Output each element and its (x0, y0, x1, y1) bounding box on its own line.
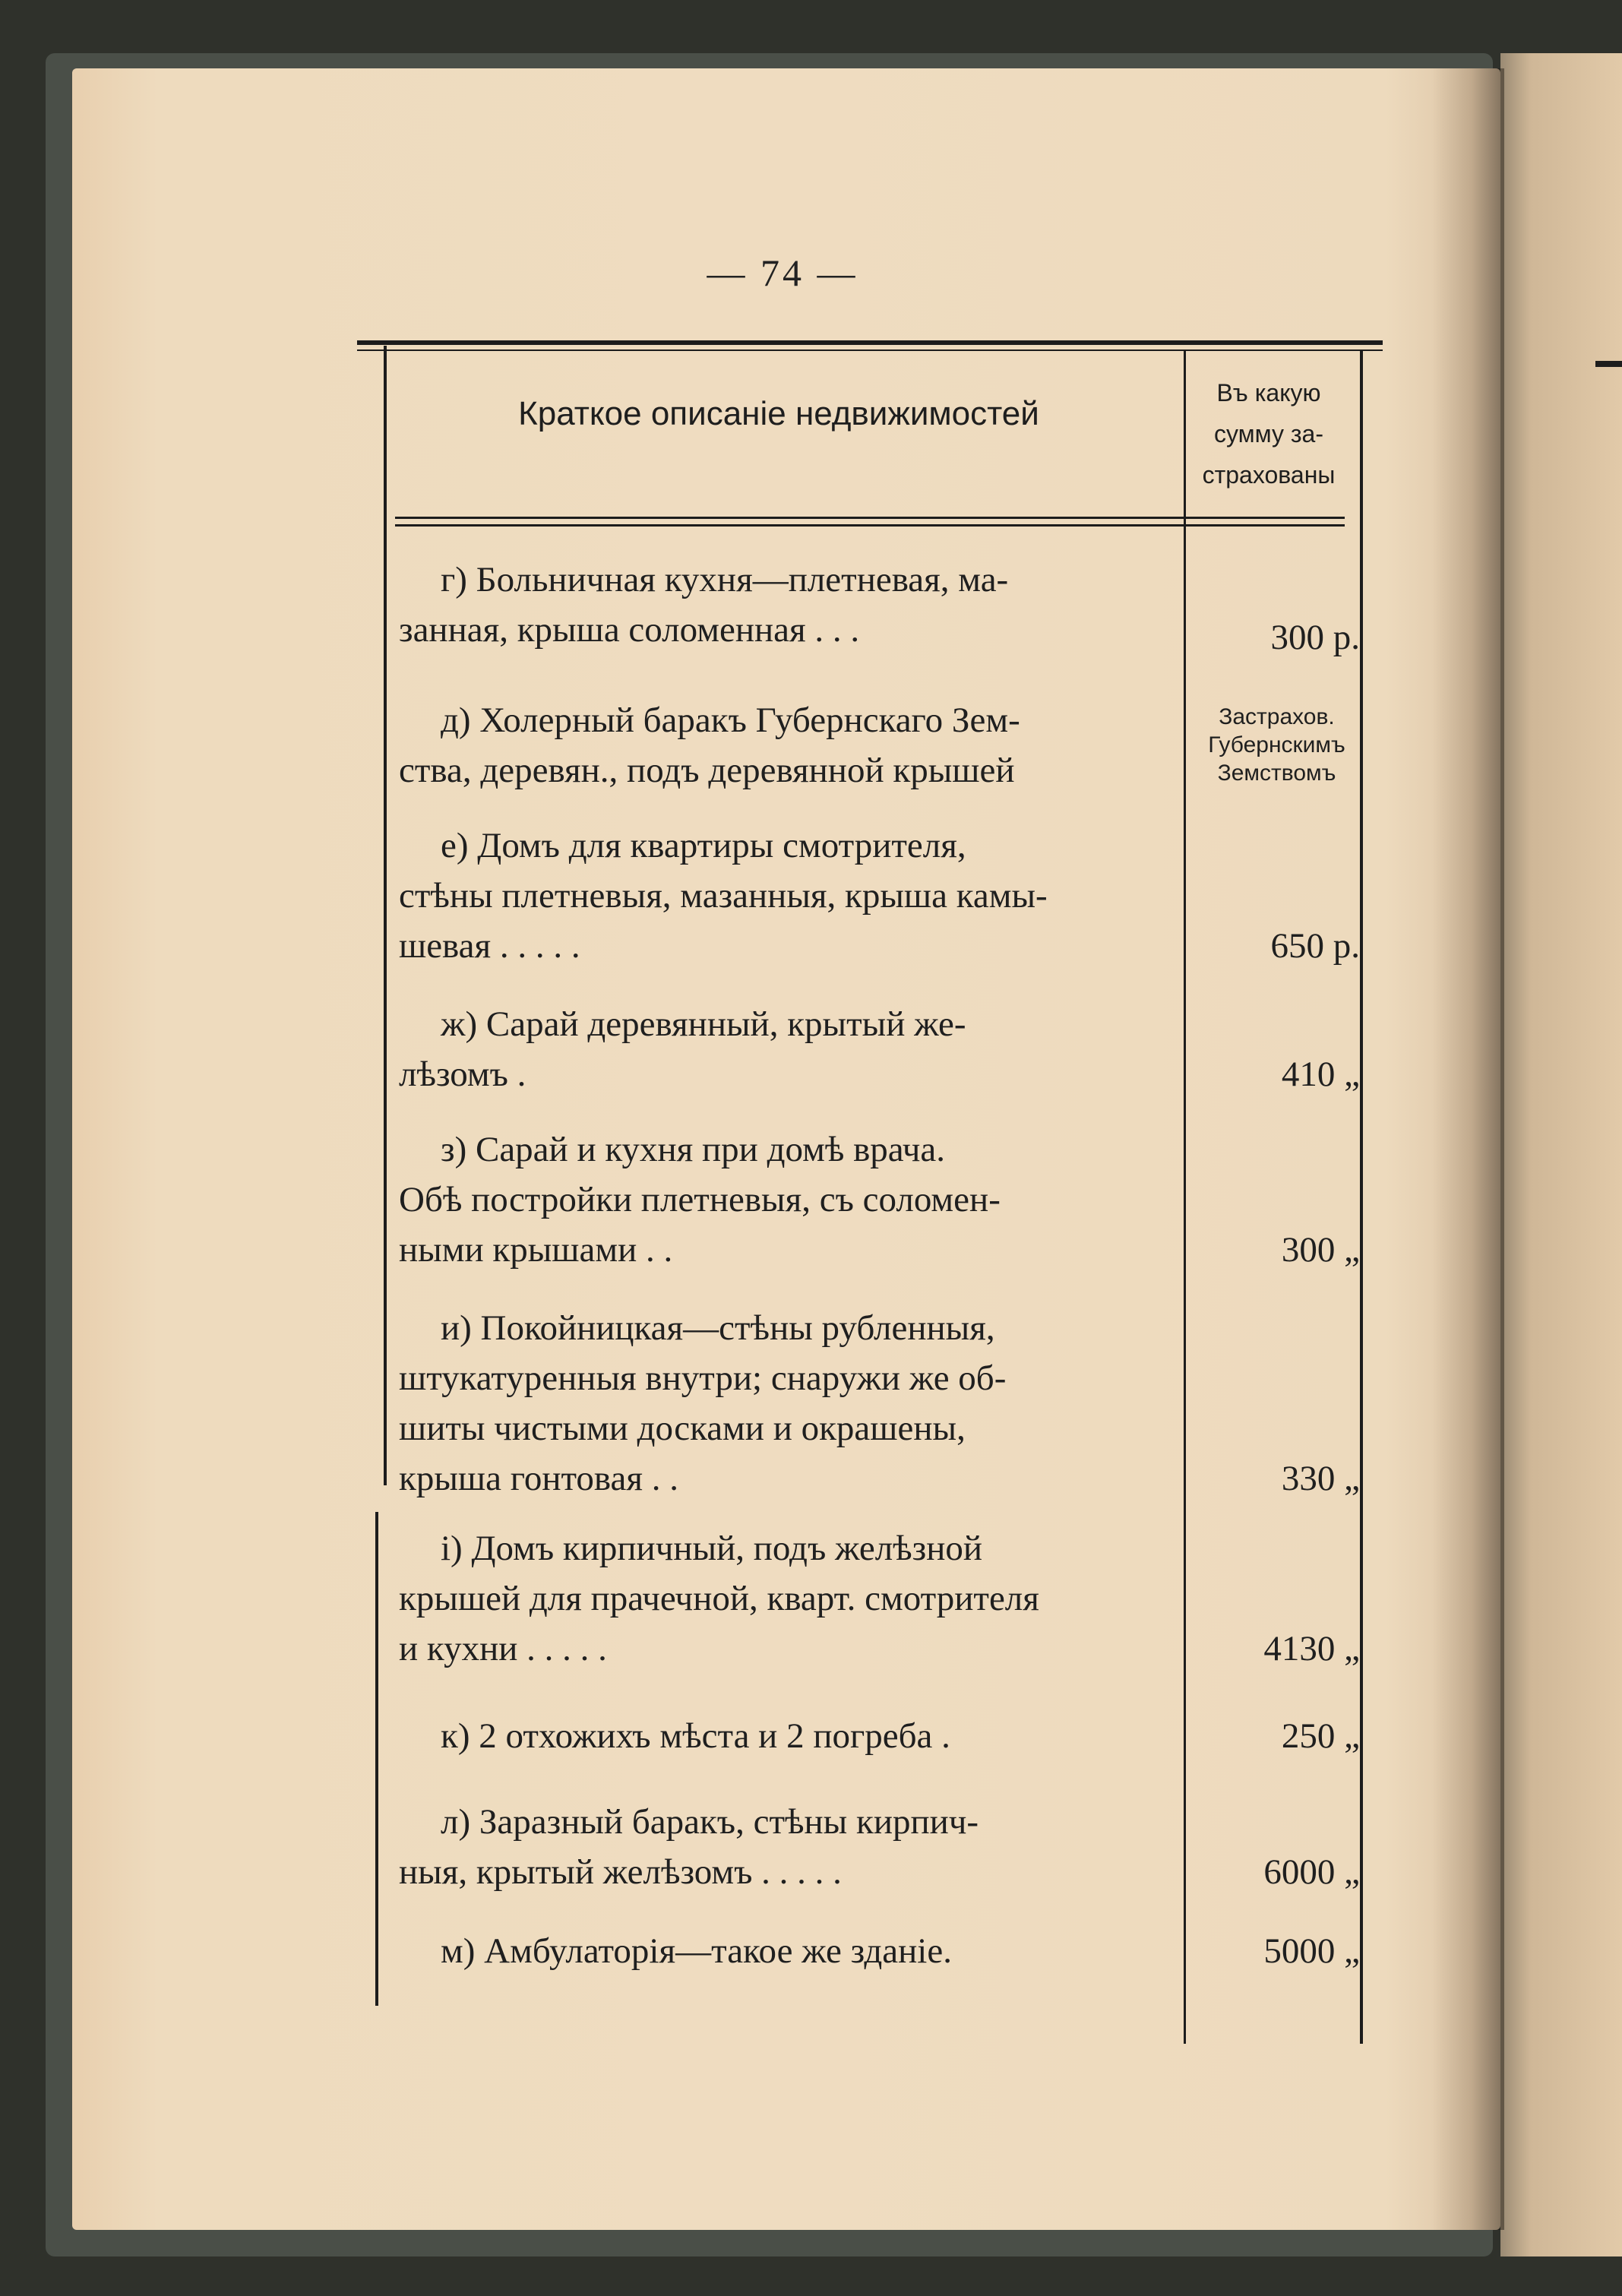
entry-z-line-3: ными крышами . . (399, 1230, 673, 1270)
entry-zh-amount: 410 „ (1281, 1055, 1360, 1094)
entry-zh-line-1: ж) Сарай деревянный, крытый же- (441, 1004, 966, 1044)
entry-e-line-3: шевая . . . . . (399, 926, 580, 966)
entry-z-amount: 300 „ (1281, 1230, 1360, 1270)
entry-i-dot-amount: 4130 „ (1263, 1629, 1360, 1668)
right-page-rule (1595, 361, 1622, 367)
header-double-rule-top (395, 517, 1345, 519)
entry-e-line-2: стѣны плетневыя, мазанныя, крыша камы- (399, 876, 1048, 916)
entry-m-line-1: м) Амбулаторія—такое же зданіе. (441, 1931, 952, 1971)
entry-i-line-2: штукатуренныя внутри; снаружи же об- (399, 1358, 1007, 1398)
entry-m-description (399, 1926, 1181, 1976)
right-page-edge (1500, 53, 1622, 2256)
entry-m-amount: 5000 „ (1263, 1931, 1360, 1971)
entry-k-line-1: к) 2 отхожихъ мѣста и 2 погреба . (441, 1716, 950, 1756)
table-left-border (384, 346, 387, 1485)
entry-l-line-2: ныя, крытый желѣзомъ . . . . . (399, 1852, 842, 1892)
entry-e-amount: 650 р. (1270, 926, 1360, 966)
entry-g-description (399, 555, 1181, 655)
entry-z-line-2: Обѣ постройки плетневыя, съ соломен- (399, 1180, 1001, 1219)
entry-d-description (399, 695, 1181, 795)
page-number: — 74 — (707, 251, 858, 294)
entry-i-amount: 330 „ (1281, 1459, 1360, 1498)
table-right-border (1360, 349, 1363, 2044)
entry-d-line-2: ства, деревян., подъ деревянной крышей (399, 751, 1015, 790)
entry-k-description (399, 1711, 1181, 1761)
entry-z-description (399, 1124, 1181, 1275)
entry-i-line-4: крыша гонтовая . . (399, 1459, 678, 1498)
header-description: Краткое описаніе недвижимостей (518, 395, 1039, 432)
header-sum-line-2: сумму за- (1213, 420, 1323, 447)
entry-zh-description (399, 999, 1181, 1099)
entry-g-amount: 300 р. (1270, 618, 1360, 657)
entry-d-note-line-2: Губернскимъ (1208, 732, 1345, 757)
entry-e-line-1: е) Домъ для квартиры смотрителя, (441, 826, 966, 865)
book-gutter-shadow (1432, 68, 1504, 2230)
entry-l-description (399, 1797, 1181, 1897)
entry-l-line-1: л) Заразный баракъ, стѣны кирпич- (441, 1802, 979, 1842)
entry-e-description (399, 821, 1181, 971)
entry-l-amount: 6000 „ (1263, 1852, 1360, 1892)
entry-zh-line-2: лѣзомъ . (399, 1055, 526, 1094)
entry-d-note-line-1: Застрахов. (1219, 704, 1335, 729)
table-top-rule (357, 340, 1383, 345)
header-sum-line-1: Въ какую (1216, 379, 1321, 406)
entry-i-line-3: шиты чистыми досками и окрашены, (399, 1409, 966, 1448)
entry-i-dot-line-3: и кухни . . . . . (399, 1629, 607, 1668)
entry-k-amount: 250 „ (1281, 1716, 1360, 1756)
entry-i-dot-line-1: і) Домъ кирпичный, подъ желѣзной (441, 1529, 983, 1568)
entry-i-dot-line-2: крышей для прачечной, кварт. смотрителя (399, 1579, 1039, 1618)
header-double-rule-bottom (395, 524, 1345, 527)
entry-d-note-line-3: Земствомъ (1217, 761, 1336, 786)
entry-i-description (399, 1303, 1181, 1504)
header-sum-line-3: страхованы (1202, 461, 1336, 489)
header-sum (1189, 372, 1349, 495)
entry-i-line-1: и) Покойницкая—стѣны рубленныя, (441, 1308, 995, 1348)
entry-z-line-1: з) Сарай и кухня при домѣ врача. (441, 1130, 946, 1169)
table-top-rule-2 (357, 349, 1383, 351)
entry-d-line-1: д) Холерный баракъ Губернскаго Зем- (441, 701, 1020, 740)
entry-d-note (1191, 703, 1362, 787)
entry-g-line-1: г) Больничная кухня—плетневая, ма- (441, 560, 1009, 599)
entry-i-dot-description (399, 1523, 1181, 1674)
entry-g-line-2: занная, крыша соломенная . . . (399, 610, 860, 650)
table-left-border-lower (375, 1512, 378, 2006)
column-divider (1184, 349, 1186, 2044)
